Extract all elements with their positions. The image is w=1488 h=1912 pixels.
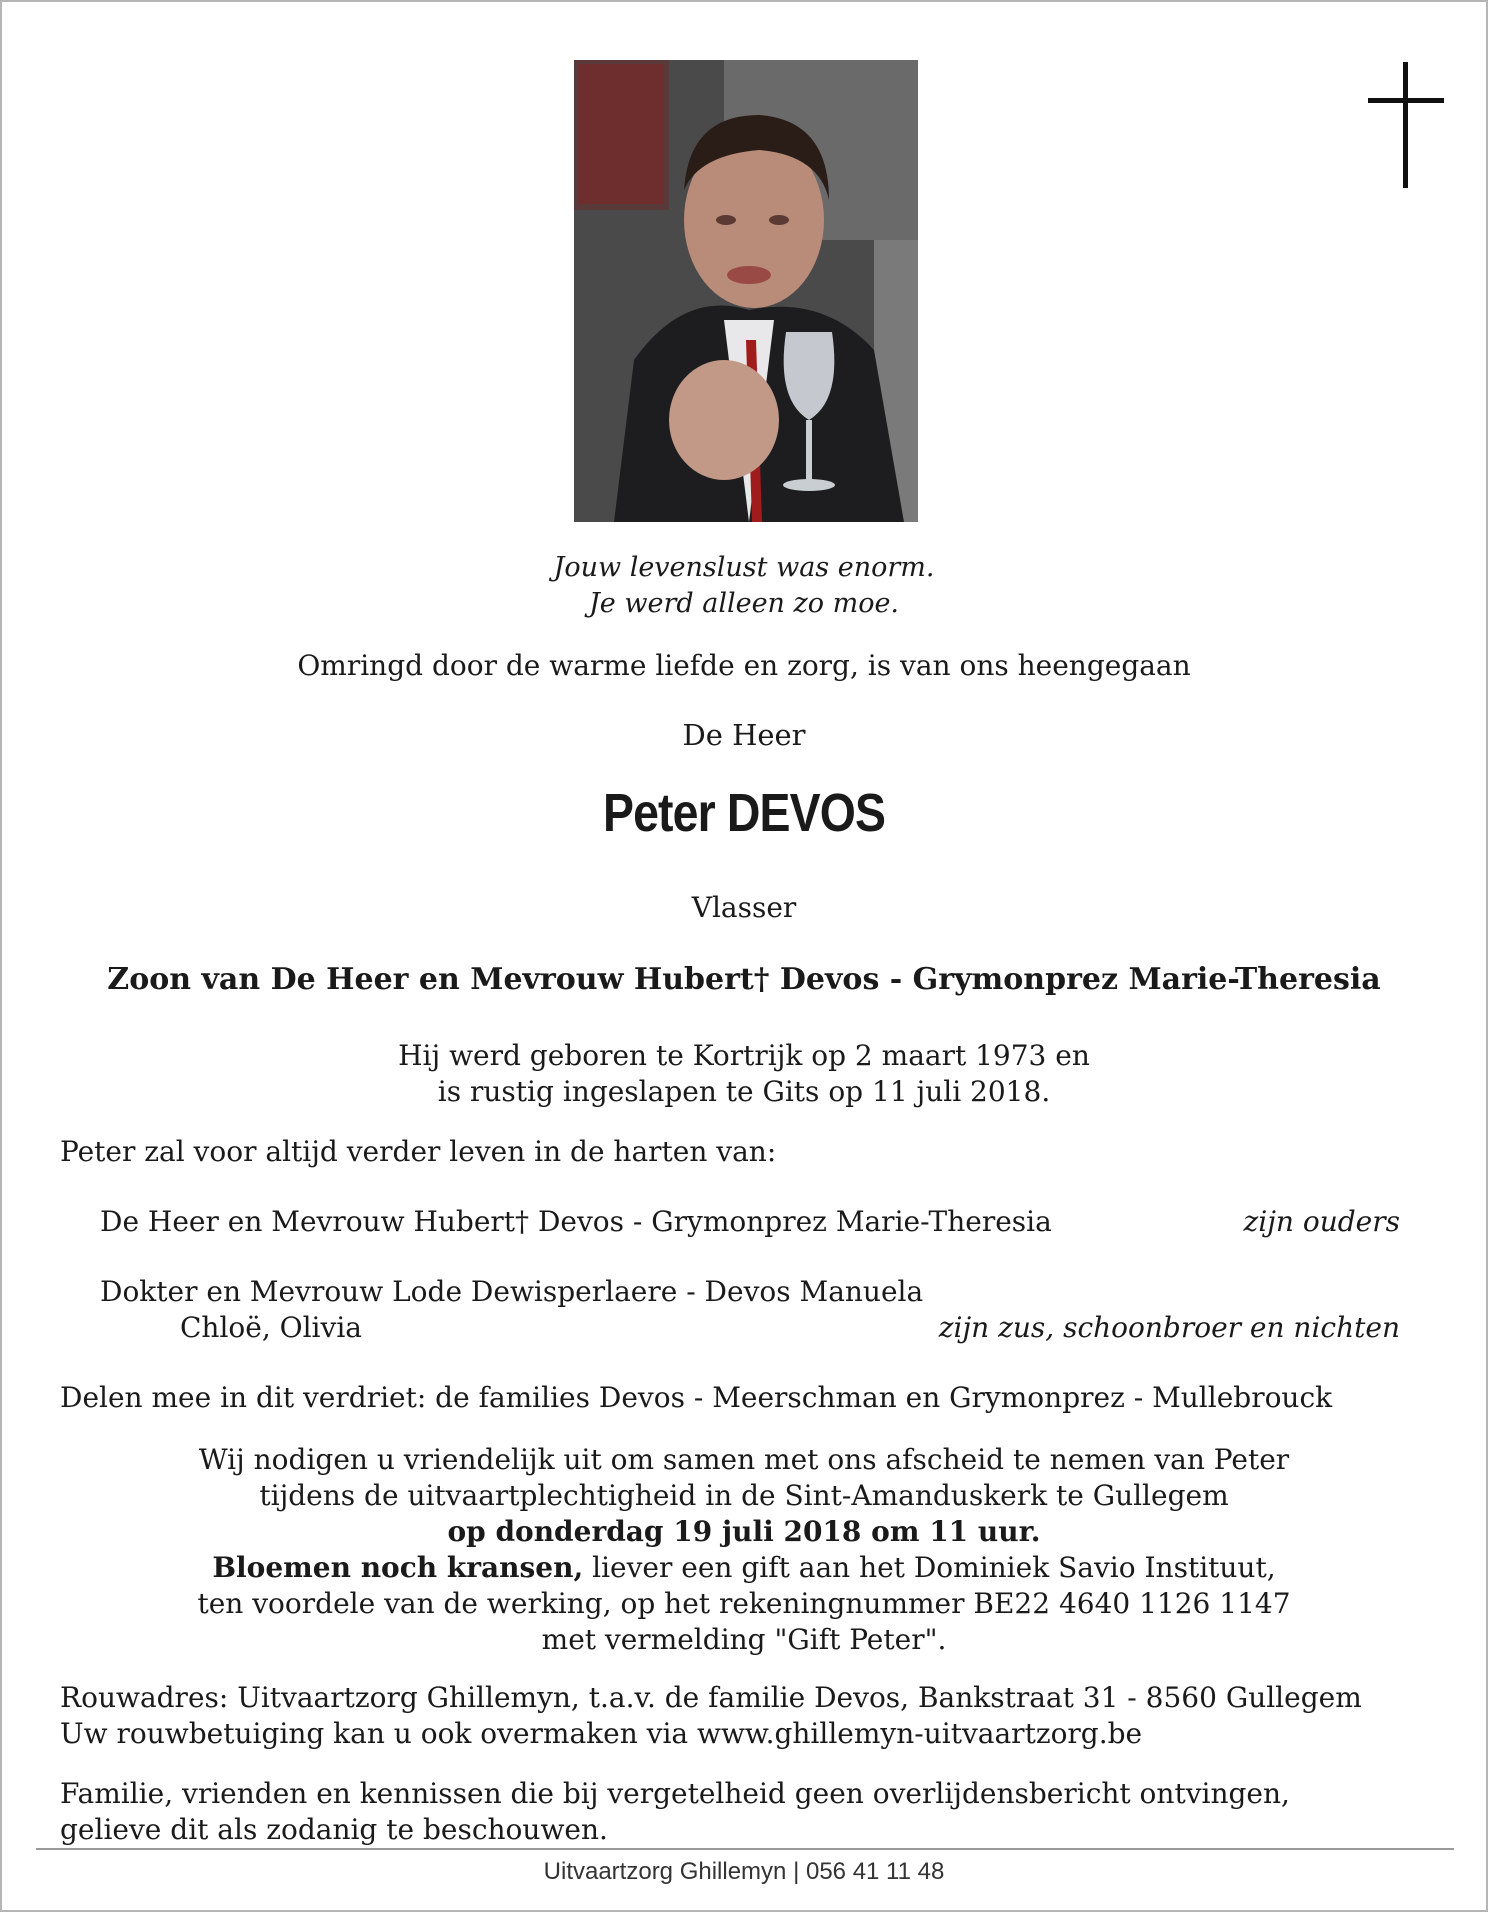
quote-line-1: Jouw levenslust was enorm. — [553, 552, 935, 583]
invitation-line-5: ten voordele van de werking, op het rekeningnummer BE22 4640 1126 1147 — [197, 1587, 1291, 1620]
footer-company: Uitvaartzorg Ghillemyn — [543, 1858, 787, 1885]
footer-separator: | — [793, 1858, 800, 1885]
footer-divider — [36, 1848, 1454, 1850]
quote-line-2: Je werd alleen zo moe. — [588, 588, 900, 619]
relative-nieces-names: Chloë, Olivia — [180, 1311, 362, 1344]
address-line-1: Rouwadres: Uitvaartzorg Ghillemyn, t.a.v. de familie Devos, Bankstraat 31 - 8560 Gullegem — [60, 1681, 1362, 1714]
invitation-line-4 — [2, 1550, 1486, 1586]
portrait-photo — [574, 60, 918, 522]
footer-phone: 056 41 11 48 — [805, 1858, 945, 1885]
relative-sister-names: Dokter en Mevrouw Lode Dewisperlaere - Devos Manuela — [100, 1275, 924, 1308]
relative-parents-relation: zijn ouders — [1243, 1205, 1400, 1238]
cross-icon — [1368, 62, 1444, 188]
closing-line-1: Familie, vrienden en kennissen die bij vergetelheid geen overlijdensbericht ontvingen, — [60, 1777, 1290, 1810]
intro-text: Omringd door de warme liefde en zorg, is van ons heengegaan — [297, 649, 1191, 682]
relative-parents-names: De Heer en Mevrouw Hubert† Devos - Grymonprez Marie-Theresia — [100, 1205, 1052, 1238]
closing-line-2: gelieve dit als zodanig te beschouwen. — [60, 1813, 608, 1846]
occupation: Vlasser — [691, 891, 797, 924]
funeral-date: op donderdag 19 juli 2018 om 11 uur. — [447, 1515, 1041, 1548]
title-prefix: De Heer — [682, 718, 806, 752]
birth-line: Hij werd geboren te Kortrijk op 2 maart 1973 en — [398, 1039, 1090, 1072]
portrait-illustration — [574, 60, 918, 522]
invitation-line-1: Wij nodigen u vriendelijk uit om samen met ons afscheid te nemen van Peter — [198, 1443, 1290, 1476]
hearts-intro: Peter zal voor altijd verder leven in de harten van: — [60, 1135, 777, 1168]
relative-sister-relation: zijn zus, schoonbroer en nichten — [938, 1311, 1400, 1344]
footer — [2, 1858, 1486, 1886]
death-line: is rustig ingeslapen te Gits op 11 juli 2018. — [437, 1075, 1051, 1108]
name-wrapper — [2, 782, 1486, 844]
donation-text: liever een gift aan het Dominiek Savio Instituut, — [583, 1551, 1276, 1584]
shared-grief: Delen mee in dit verdriet: de families Devos - Meerschman en Grymonprez - Mullebrouck — [60, 1381, 1333, 1414]
invitation-line-6: met vermelding "Gift Peter". — [541, 1623, 947, 1656]
no-flowers: Bloemen noch kransen, — [212, 1551, 584, 1584]
address-line-2: Uw rouwbetuiging kan u ook overmaken via www.ghillemyn-uitvaartzorg.be — [60, 1717, 1143, 1750]
deceased-name: Peter DEVOS — [602, 783, 886, 843]
son-of: Zoon van De Heer en Mevrouw Hubert† Devos - Grymonprez Marie-Theresia — [107, 962, 1381, 997]
invitation-line-2: tijdens de uitvaartplechtigheid in de Sint-Amanduskerk te Gullegem — [259, 1479, 1229, 1512]
